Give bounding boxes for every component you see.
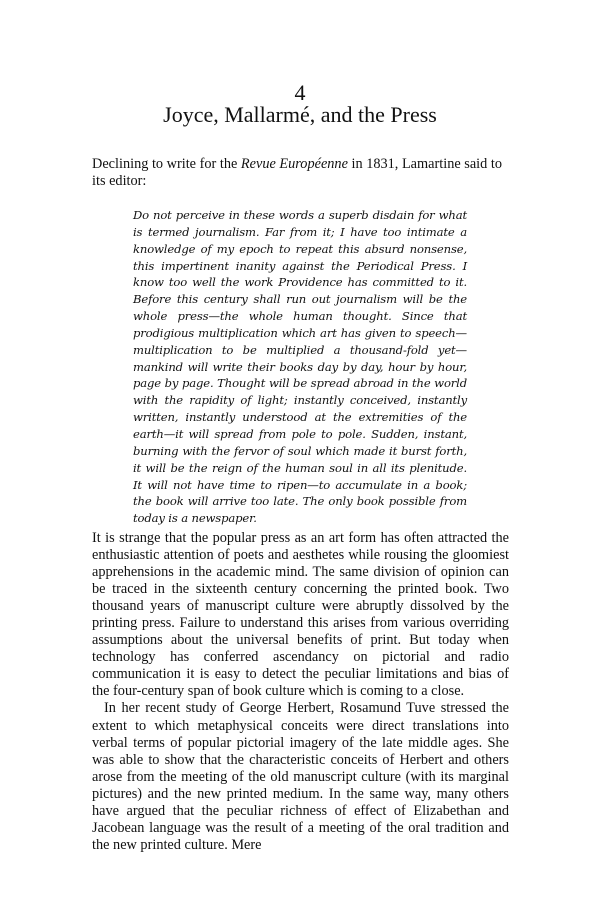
block-quote: Do not perceive in these words a superb disdain for what is termed journalism. Far from it; I have too intimate a knowledge of my epoch to repeat this absurd nonsense, this impertinent inanity against the Periodical Press. I know too well the work Providence has committed to it. Before this century shall run out journalism will be the whole press—the whole human thought. Since that prodigious multiplication which art has given to speech—multiplication to be multiplied a thousand-fold yet—mankind will write their books day by day, hour by hour, page by page. Thought will be spread abroad in the world with the rapidity of light; instantly conceived, instantly written, instantly understood at the extremities of the earth—it will spread from pole to pole. Sudden, instant, burning with the fervor of soul which made it burst forth, it will be the reign of the human soul in all its plenitude. It will not have time to ripen—to accumulate in a book; the book will arrive too late. The only book possible from today is a newspaper. [133,208,467,526]
publication-title: Revue Européenne [240,156,348,172]
body-paragraph: In her recent study of George Herbert, Rosamund Tuve stressed the extent to which metaphysical conceits were direct translations into verbal terms of popular pictorial imagery of the late middle ages. She was able to show that the characteristic conceits of Herbert and others arose from the meeting of the old manuscript culture (with its marginal pictures) and the new printed medium. In the same way, many others have argued that the peculiar richness of effect of Elizabethan and Jacobean language was the result of a meeting of the oral tradition and the new printed culture. Mere [92,700,509,853]
intro-text-after: in 1831, Lamartine said to its editor: [92,156,502,189]
chapter-title: Joyce, Mallarmé, and the Press [163,102,437,127]
intro-paragraph [92,156,510,190]
body-text [92,530,509,854]
intro-text-before: Declining to write for the [92,156,241,172]
body-paragraph: It is strange that the popular press as an art form has often attracted the enthusiastic attention of poets and aesthetes while rousing the gloomiest apprehensions in the academic mind. The same division of opinion can be traced in the sixteenth century concerning the printed book. Two thousand years of manuscript culture were abruptly dissolved by the printing press. Failure to understand this arises from various overriding assumptions about the universal benefits of print. But today when technology has conferred ascendancy on pictorial and radio communication it is easy to detect the peculiar limitations and bias of the four-century span of book culture which is coming to a close. [92,530,509,700]
chapter-number: 4 [294,80,306,105]
